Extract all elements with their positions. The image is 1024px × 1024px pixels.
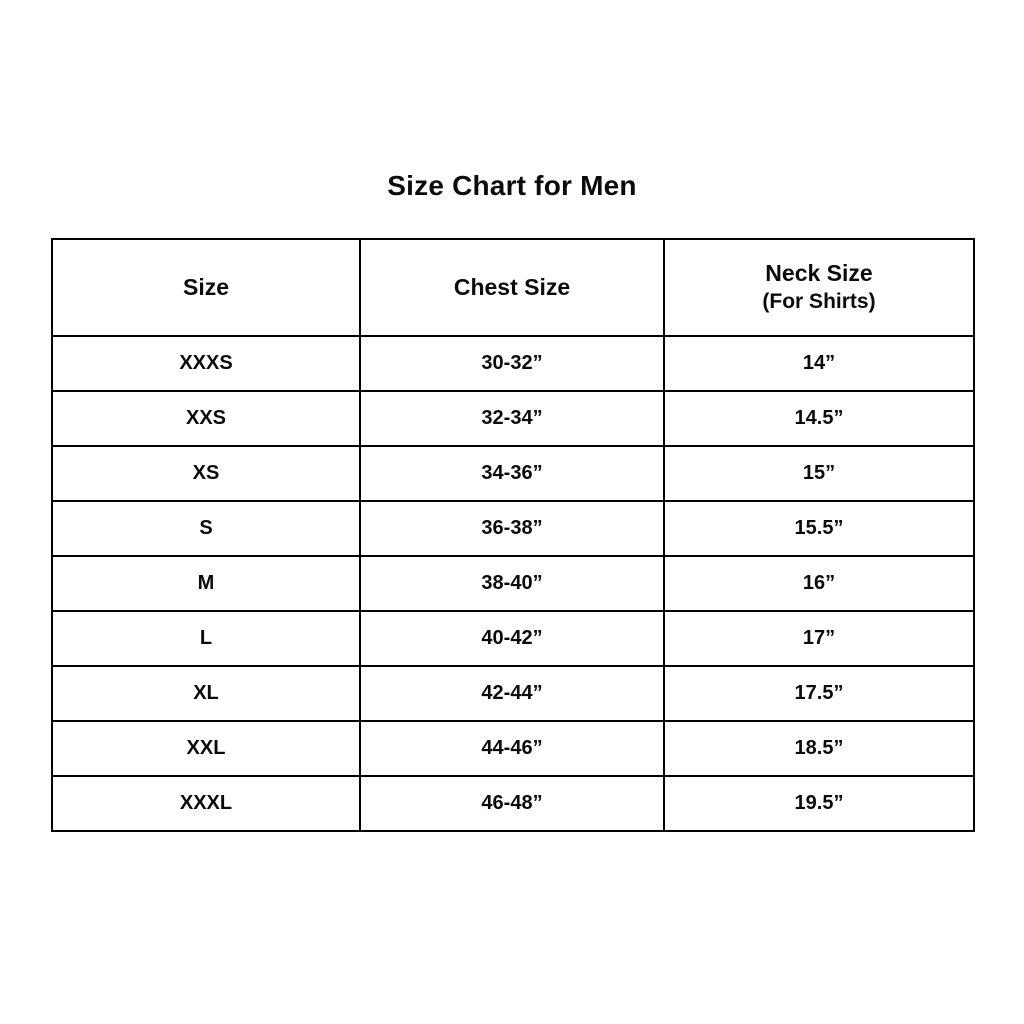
- table-row: [52, 611, 974, 666]
- table-row: [52, 556, 974, 611]
- cell-neck: 16”: [664, 556, 974, 611]
- column-header-chest-size: [360, 239, 664, 336]
- cell-size: XXXL: [52, 776, 360, 831]
- table-row: [52, 666, 974, 721]
- cell-chest: 32-34”: [360, 391, 664, 446]
- cell-chest: 40-42”: [360, 611, 664, 666]
- table-row: [52, 501, 974, 556]
- cell-size: M: [52, 556, 360, 611]
- column-header-neck-size: [664, 239, 974, 336]
- table-body: [52, 336, 974, 831]
- cell-size: XL: [52, 666, 360, 721]
- cell-chest: 42-44”: [360, 666, 664, 721]
- table-row: [52, 776, 974, 831]
- column-header-neck-size-label: Neck Size: [765, 260, 873, 287]
- size-chart-table: [51, 238, 975, 832]
- cell-size: XXS: [52, 391, 360, 446]
- table-row: [52, 336, 974, 391]
- cell-size: S: [52, 501, 360, 556]
- cell-chest: 30-32”: [360, 336, 664, 391]
- cell-size: L: [52, 611, 360, 666]
- size-chart-table-container: [51, 238, 973, 832]
- column-header-chest-size-label: Chest Size: [453, 273, 571, 300]
- cell-neck: 17.5”: [664, 666, 974, 721]
- cell-neck: 19.5”: [664, 776, 974, 831]
- cell-neck: 15”: [664, 446, 974, 501]
- cell-size: XXL: [52, 721, 360, 776]
- table-header-row: [52, 239, 974, 336]
- cell-chest: 34-36”: [360, 446, 664, 501]
- column-header-neck-size-sublabel: (For Shirts): [762, 289, 876, 313]
- cell-neck: 18.5”: [664, 721, 974, 776]
- page-title: Size Chart for Men: [387, 170, 637, 201]
- cell-neck: 14.5”: [664, 391, 974, 446]
- table-row: [52, 446, 974, 501]
- cell-size: XS: [52, 446, 360, 501]
- cell-chest: 38-40”: [360, 556, 664, 611]
- cell-size: XXXS: [52, 336, 360, 391]
- cell-neck: 15.5”: [664, 501, 974, 556]
- table-row: [52, 721, 974, 776]
- cell-neck: 14”: [664, 336, 974, 391]
- cell-neck: 17”: [664, 611, 974, 666]
- table-row: [52, 391, 974, 446]
- cell-chest: 46-48”: [360, 776, 664, 831]
- column-header-size: [52, 239, 360, 336]
- column-header-size-label: Size: [182, 273, 230, 300]
- cell-chest: 44-46”: [360, 721, 664, 776]
- table-header: [52, 239, 974, 336]
- cell-chest: 36-38”: [360, 501, 664, 556]
